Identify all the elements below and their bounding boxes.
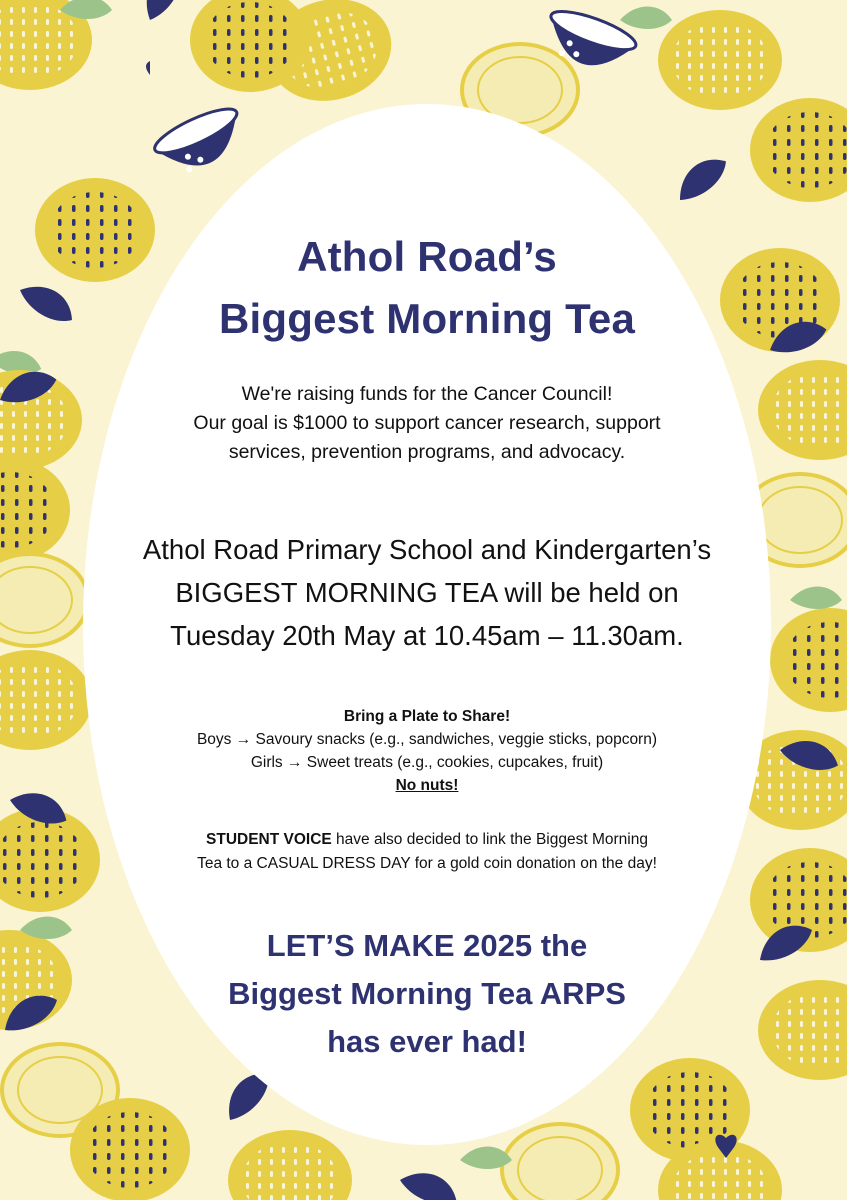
title-line-1: Athol Road’s	[297, 233, 557, 280]
flyer-title	[83, 226, 771, 350]
bring-a-plate-section	[103, 705, 751, 797]
closing-message	[83, 922, 771, 1066]
student-voice-text-2: Tea to a CASUAL DRESS DAY for a gold coin donation on the day!	[197, 855, 657, 872]
no-nuts-warning: No nuts!	[395, 777, 459, 794]
student-voice-label: STUDENT VOICE	[206, 831, 332, 848]
fundraising-intro	[123, 380, 731, 467]
student-voice-note	[123, 828, 731, 876]
event-details	[93, 528, 761, 657]
flyer-content	[83, 104, 771, 1145]
student-voice-text-1: have also decided to link the Biggest Morning	[331, 831, 648, 848]
closing-line-3: has ever had!	[327, 1024, 527, 1059]
event-line-3: Tuesday 20th May at 10.45am – 11.30am.	[170, 620, 684, 651]
intro-line-2: Our goal is $1000 to support cancer research, support	[193, 412, 661, 434]
closing-line-1: LET’S MAKE 2025 the	[266, 928, 588, 963]
plate-boys: Boys → Savoury snacks (e.g., sandwiches, veggie sticks, popcorn)	[196, 731, 658, 748]
plate-girls: Girls → Sweet treats (e.g., cookies, cupcakes, fruit)	[250, 754, 604, 771]
title-line-2: Biggest Morning Tea	[218, 295, 636, 342]
intro-line-3: services, prevention programs, and advocacy.	[228, 441, 626, 463]
closing-line-2: Biggest Morning Tea ARPS	[228, 976, 626, 1011]
intro-line-1: We're raising funds for the Cancer Council!	[241, 383, 613, 405]
event-line-1: Athol Road Primary School and Kindergarten’s	[142, 534, 712, 565]
plate-heading: Bring a Plate to Share!	[343, 708, 511, 725]
event-line-2: BIGGEST MORNING TEA will be held on	[175, 577, 679, 608]
